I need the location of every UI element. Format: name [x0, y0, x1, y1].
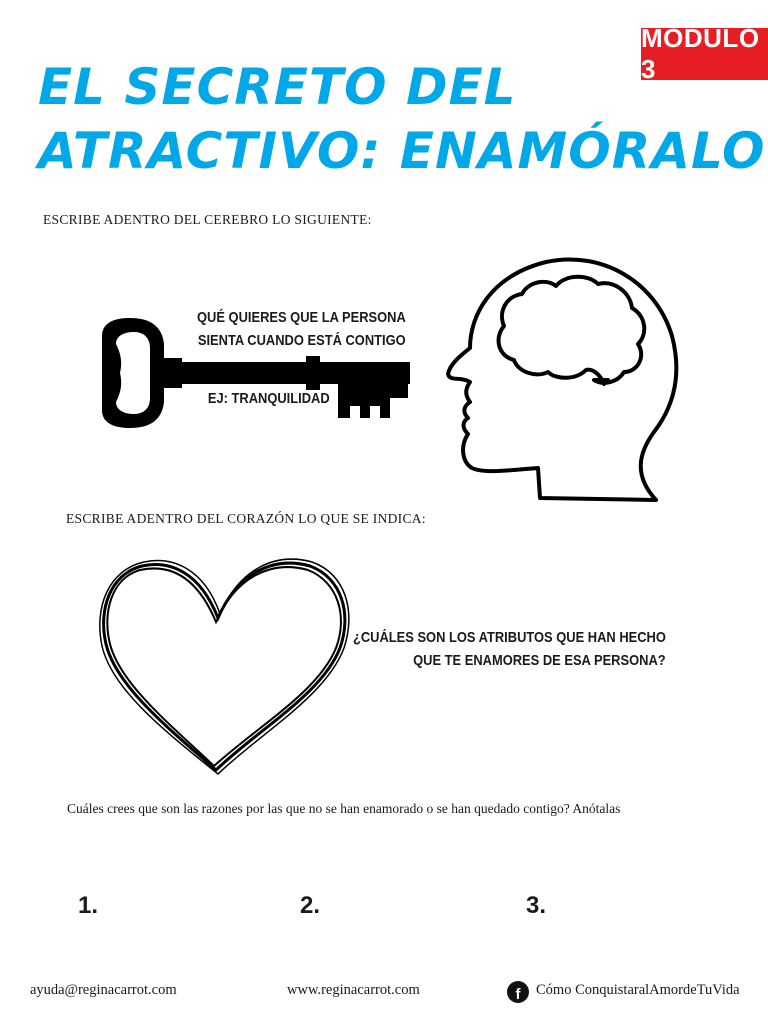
reason-number-1: 1.: [78, 892, 99, 919]
footer-email[interactable]: ayuda@reginacarrot.com: [30, 982, 177, 998]
key-example: EJ: TRANQUILIDAD: [208, 390, 330, 407]
key-label-line-2: SIENTA CUANDO ESTÁ CONTIGO: [198, 332, 406, 349]
module-badge: MÓDULO 3: [641, 28, 768, 80]
brain-instruction: ESCRIBE ADENTRO DEL CEREBRO LO SIGUIENTE:: [43, 212, 372, 227]
title-line-1: EL SECRETO DEL: [38, 58, 517, 116]
reason-number-3: 3.: [526, 892, 547, 919]
heart-instruction: ESCRIBE ADENTRO DEL CORAZÓN LO QUE SE INDICA:: [66, 511, 426, 526]
key-label-line-1: QUÉ QUIERES QUE LA PERSONA: [197, 309, 406, 326]
footer-facebook-page[interactable]: Cómo ConquistaralAmordeTuVida: [536, 982, 740, 998]
heart-icon: [96, 552, 354, 776]
heart-question-line-1: ¿CUÁLES SON LOS ATRIBUTOS QUE HAN HECHO: [353, 629, 666, 646]
footer-website[interactable]: www.reginacarrot.com: [287, 982, 420, 998]
reasons-prompt: Cuáles crees que son las razones por las que no se han enamorado o se han quedado contigo? Anótalas: [67, 801, 621, 816]
reason-number-2: 2.: [300, 892, 321, 919]
head-brain-icon: [442, 256, 682, 512]
heart-question-line-2: QUE TE ENAMORES DE ESA PERSONA?: [413, 652, 666, 669]
title-line-2: ATRACTIVO: ENAMÓRALO: [38, 122, 766, 180]
facebook-icon[interactable]: f: [507, 981, 529, 1003]
